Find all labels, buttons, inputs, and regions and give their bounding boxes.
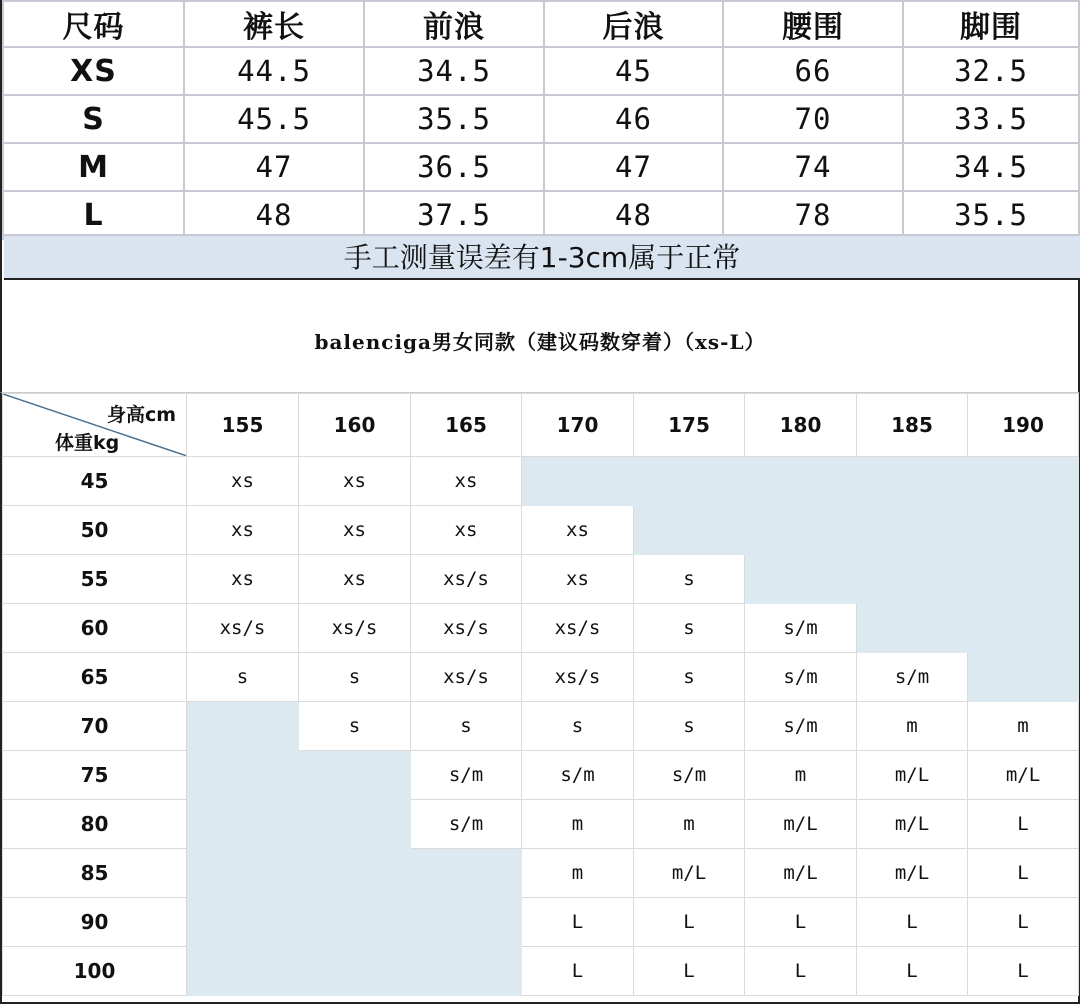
recommended-size-cell: s <box>299 653 411 702</box>
weight-row <box>3 653 1079 702</box>
recommended-size-cell: s <box>299 702 411 751</box>
recommended-size-cell: s/m <box>411 800 522 849</box>
empty-cell <box>299 751 411 800</box>
recommended-size-cell: s/m <box>522 751 634 800</box>
size-recommendation-grid <box>2 393 1079 996</box>
empty-cell <box>187 751 299 800</box>
measurement-cell: 74 <box>723 143 903 191</box>
measurement-cell: 35.5 <box>364 95 544 143</box>
size-header-cell: 前浪 <box>364 1 544 47</box>
recommended-size-cell: L <box>857 947 968 996</box>
recommended-size-cell: xs <box>299 457 411 506</box>
recommended-size-cell: s <box>634 702 745 751</box>
measurement-cell: 48 <box>544 191 723 239</box>
recommended-size-cell: m <box>745 751 857 800</box>
recommended-size-cell: m <box>857 702 968 751</box>
weight-label-cell: 55 <box>3 555 187 604</box>
recommended-size-cell: xs/s <box>411 604 522 653</box>
page-title: balenciga男女同款（建议码数穿着）（xs-L） <box>314 329 766 354</box>
size-label-cell: M <box>3 143 184 191</box>
corner-header <box>3 394 186 456</box>
measurement-cell: 46 <box>544 95 723 143</box>
size-header-row <box>3 1 1079 47</box>
empty-cell <box>411 898 522 947</box>
measurement-cell: 48 <box>184 191 364 239</box>
weight-label-cell: 65 <box>3 653 187 702</box>
weight-row <box>3 457 1079 506</box>
size-header-cell: 尺码 <box>3 1 184 47</box>
empty-cell <box>968 555 1079 604</box>
recommended-size-cell: s <box>411 702 522 751</box>
weight-row <box>3 898 1079 947</box>
measurement-cell: 32.5 <box>903 47 1079 95</box>
empty-cell <box>968 457 1079 506</box>
empty-cell <box>745 506 857 555</box>
recommended-size-cell: s/m <box>857 653 968 702</box>
height-header-cell: 175 <box>634 394 745 457</box>
empty-cell <box>187 800 299 849</box>
size-chart <box>0 0 1080 284</box>
recommended-size-cell: L <box>634 947 745 996</box>
recommended-size-cell: xs/s <box>522 653 634 702</box>
measurement-cell: 35.5 <box>903 191 1079 239</box>
size-row <box>3 143 1079 191</box>
size-label-cell: S <box>3 95 184 143</box>
empty-cell <box>857 555 968 604</box>
measurement-cell: 66 <box>723 47 903 95</box>
empty-cell <box>968 653 1079 702</box>
weight-row <box>3 555 1079 604</box>
measurement-cell: 47 <box>544 143 723 191</box>
recommended-size-cell: s <box>522 702 634 751</box>
empty-cell <box>411 947 522 996</box>
empty-cell <box>187 947 299 996</box>
recommended-size-cell: m <box>522 800 634 849</box>
weight-row <box>3 604 1079 653</box>
size-recommendation-chart <box>0 392 1080 1004</box>
height-header-cell: 185 <box>857 394 968 457</box>
empty-cell <box>634 457 745 506</box>
recommended-size-cell: xs/s <box>522 604 634 653</box>
recommended-size-cell: L <box>968 849 1079 898</box>
empty-cell <box>187 898 299 947</box>
recommended-size-cell: m/L <box>857 800 968 849</box>
recommended-size-cell: xs/s <box>299 604 411 653</box>
recommended-size-cell: m/L <box>634 849 745 898</box>
weight-axis-label: 体重kg <box>55 432 120 454</box>
weight-row <box>3 751 1079 800</box>
recommended-size-cell: xs <box>522 506 634 555</box>
weight-label-cell: 50 <box>3 506 187 555</box>
weight-label-cell: 45 <box>3 457 187 506</box>
height-header-cell: 155 <box>187 394 299 457</box>
recommended-size-cell: m/L <box>745 800 857 849</box>
measurement-cell: 37.5 <box>364 191 544 239</box>
recommended-size-cell: m <box>968 702 1079 751</box>
empty-cell <box>634 506 745 555</box>
recommended-size-cell: xs <box>522 555 634 604</box>
weight-label-cell: 90 <box>3 898 187 947</box>
empty-cell <box>187 702 299 751</box>
empty-cell <box>857 604 968 653</box>
height-header-row <box>3 394 1079 457</box>
weight-label-cell: 85 <box>3 849 187 898</box>
recommended-size-cell: L <box>745 898 857 947</box>
empty-cell <box>299 800 411 849</box>
recommended-size-cell: L <box>522 898 634 947</box>
recommended-size-cell: L <box>522 947 634 996</box>
measurement-cell: 34.5 <box>903 143 1079 191</box>
height-axis-label: 身高cm <box>106 404 176 426</box>
recommended-size-cell: s/m <box>634 751 745 800</box>
recommended-size-cell: s <box>187 653 299 702</box>
size-label-cell: XS <box>3 47 184 95</box>
recommended-size-cell: L <box>968 898 1079 947</box>
size-header-cell: 后浪 <box>544 1 723 47</box>
empty-cell <box>299 849 411 898</box>
weight-label-cell: 80 <box>3 800 187 849</box>
measurement-cell: 70 <box>723 95 903 143</box>
measurement-cell: 45 <box>544 47 723 95</box>
height-header-cell: 190 <box>968 394 1079 457</box>
measurement-cell: 33.5 <box>903 95 1079 143</box>
empty-cell <box>968 604 1079 653</box>
size-row <box>3 47 1079 95</box>
weight-row <box>3 947 1079 996</box>
recommended-size-cell: s/m <box>745 653 857 702</box>
empty-cell <box>745 457 857 506</box>
recommended-size-cell: xs <box>411 457 522 506</box>
size-header-cell: 裤长 <box>184 1 364 47</box>
empty-cell <box>857 506 968 555</box>
empty-cell <box>522 457 634 506</box>
measurement-cell: 78 <box>723 191 903 239</box>
recommended-size-cell: m/L <box>745 849 857 898</box>
recommended-size-cell: xs <box>299 506 411 555</box>
weight-row <box>3 506 1079 555</box>
weight-label-cell: 70 <box>3 702 187 751</box>
empty-cell <box>299 947 411 996</box>
recommended-size-cell: xs/s <box>411 555 522 604</box>
recommended-size-cell: L <box>857 898 968 947</box>
measurement-cell: 45.5 <box>184 95 364 143</box>
recommended-size-cell: m <box>522 849 634 898</box>
recommended-size-cell: L <box>968 947 1079 996</box>
empty-cell <box>745 555 857 604</box>
recommended-size-cell: s/m <box>411 751 522 800</box>
size-header-cell: 脚围 <box>903 1 1079 47</box>
measurement-cell: 34.5 <box>364 47 544 95</box>
size-chart-grid <box>2 0 1080 240</box>
height-header-cell: 170 <box>522 394 634 457</box>
empty-cell <box>411 849 522 898</box>
size-header-cell: 腰围 <box>723 1 903 47</box>
empty-cell <box>299 898 411 947</box>
empty-cell <box>187 849 299 898</box>
recommended-size-cell: s <box>634 555 745 604</box>
measurement-cell: 36.5 <box>364 143 544 191</box>
empty-cell <box>857 457 968 506</box>
weight-label-cell: 75 <box>3 751 187 800</box>
recommended-size-cell: m/L <box>857 751 968 800</box>
height-header-cell: 180 <box>745 394 857 457</box>
weight-label-cell: 100 <box>3 947 187 996</box>
height-header-cell: 165 <box>411 394 522 457</box>
recommended-size-cell: xs <box>187 555 299 604</box>
size-row <box>3 191 1079 239</box>
recommended-size-cell: m <box>634 800 745 849</box>
measurement-note: 手工测量误差有1-3cm属于正常 <box>4 234 1080 280</box>
recommended-size-cell: L <box>634 898 745 947</box>
recommended-size-cell: s <box>634 604 745 653</box>
empty-cell <box>968 506 1079 555</box>
recommended-size-cell: xs <box>299 555 411 604</box>
recommended-size-cell: L <box>968 800 1079 849</box>
measurement-cell: 44.5 <box>184 47 364 95</box>
weight-row <box>3 849 1079 898</box>
recommended-size-cell: xs <box>411 506 522 555</box>
weight-label-cell: 60 <box>3 604 187 653</box>
weight-row <box>3 702 1079 751</box>
size-row <box>3 95 1079 143</box>
title-block <box>0 284 1080 392</box>
recommended-size-cell: m/L <box>857 849 968 898</box>
height-header-cell: 160 <box>299 394 411 457</box>
corner-header-cell <box>3 394 187 457</box>
weight-row <box>3 800 1079 849</box>
recommended-size-cell: xs <box>187 506 299 555</box>
recommended-size-cell: m/L <box>968 751 1079 800</box>
recommended-size-cell: xs/s <box>187 604 299 653</box>
recommended-size-cell: L <box>745 947 857 996</box>
recommended-size-cell: s <box>634 653 745 702</box>
size-label-cell: L <box>3 191 184 239</box>
recommended-size-cell: xs <box>187 457 299 506</box>
recommended-size-cell: s/m <box>745 702 857 751</box>
recommended-size-cell: s/m <box>745 604 857 653</box>
recommended-size-cell: xs/s <box>411 653 522 702</box>
measurement-cell: 47 <box>184 143 364 191</box>
